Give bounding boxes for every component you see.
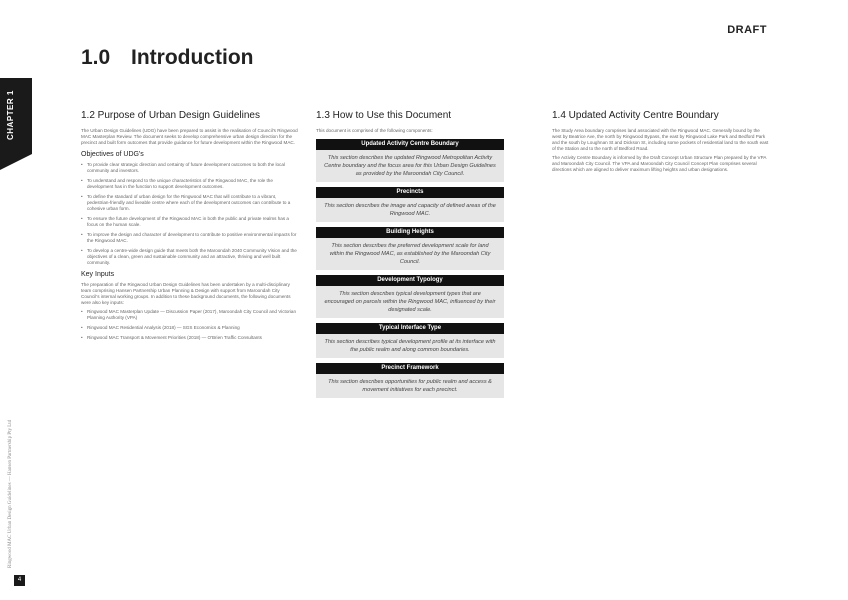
section-card-description: This section describes the updated Ringwood Metropolitan Activity Centre boundary and the focus area for this Urban Design Guidelines as provided by the Maroondah City Council. [316,150,504,182]
key-input-item: • Ringwood MAC Masterplan Update — Discussion Paper (2017), Maroondah City Council and Victorian Planning Authority (VPA) [81,309,299,321]
section-card-description: This section describes typical development profile at its interface with the public realm and along common boundaries. [316,334,504,358]
vertical-footer-text: Ringwood MAC Urban Design Guidelines — Hansen Partnership Pty Ltd [8,419,13,568]
section-card-interface-type [316,323,504,358]
section-card-title: Precinct Framework [316,363,504,374]
section-card-description: This section describes the image and capacity of defined areas of the Ringwood MAC. [316,198,504,222]
boundary-paragraph: The Study Area boundary comprises land associated with the Ringwood MAC. Generally bound by the west by Beatrice Ave, the north by Ringwood Bypass, the east by Ringwood Lake Park and Bedford Park and the south by Loughnan St and Dickson St, including some pockets of residential land to the south east of the Station and to the north of Bedford Road. [552,128,769,151]
section-card-precinct-framework [316,363,504,398]
section-card-description: This section describes the preferred development scale for land within the Ringwood MAC, as established by the Maroondah City Council. [316,238,504,270]
objective-item: • To develop a centre-wide design guide that meets both the Maroondah 2040 Community Vision and the objectives of a clean, green and sustainable community and an attractive, thriving and well built community. [81,248,299,266]
boundary-heading: 1.4 Updated Activity Centre Boundary [552,110,719,121]
section-card-building-heights [316,227,504,270]
how-to-use-intro: This document is comprised of the following components: [316,128,433,133]
title-text: Introduction [131,46,254,69]
key-inputs-heading: Key Inputs [81,271,115,278]
section-card-title: Development Typology [316,275,504,286]
draft-label: DRAFT [727,24,767,36]
purpose-intro: The Urban Design Guidelines (UDG) have been prepared to assist in the realisation of Council's Ringwood MAC Masterplan Review. The document seeks to develop comprehensive urban design direction for the precinct and built form outcomes that provide guidance for future development within the Ringwood MAC. [81,128,298,145]
key-input-item: • Ringwood MAC Transport & Movement Priorities (2018) — O'Brien Traffic Consultants [81,335,299,341]
how-to-use-heading: 1.3 How to Use this Document [316,110,452,121]
objective-item: • To define the standard of urban design for the Ringwood MAC that will contribute to a vibrant, pedestrian-friendly and liveable centre where each of the development outcomes can contribute to a cohesive urban form. [81,194,299,212]
key-inputs-list [81,309,299,341]
purpose-heading: 1.2 Purpose of Urban Design Guidelines [81,110,260,121]
chapter-label: CHAPTER 1 [6,90,15,140]
purpose-column [81,110,299,345]
objectives-heading: Objectives of UDG's [81,151,144,158]
boundary-paragraph: The Activity Centre Boundary is informed by the Draft Concept Urban Structure Plan prepared by the VPA and Maroondah City Council. The VPA and Maroondah City Council Concept Plan comprises several directions which are aligned to deliver maximum lifting heights and urban designations. [552,155,767,172]
title-number: 1.0 [81,46,111,69]
objective-item: • To understand and respond to the unique characteristics of the Ringwood MAC, the role the development has in the function to support development outcomes. [81,178,299,190]
section-card-title: Typical Interface Type [316,323,504,334]
boundary-column [552,110,770,176]
objective-item: • To ensure the future development of the Ringwood MAC in both the public and private realms has a focus on the human scale. [81,216,299,228]
section-card-title: Updated Activity Centre Boundary [316,139,504,150]
how-to-use-column [316,110,504,398]
key-inputs-intro: The preparation of the Ringwood Urban Design Guidelines has been undertaken by a multi-disciplinary team comprising Hansen Partnership Urban Planning & Design with support from Maroondah City Council's internal working groups. In addition to these background documents, the following documents were also key inputs: [81,282,291,305]
section-card-title: Building Heights [316,227,504,238]
page-title [81,46,253,70]
objectives-list [81,162,299,266]
section-card-description: This section describes opportunities for public realm and access & movement initiatives for each precinct. [316,374,504,398]
section-card-boundary [316,139,504,182]
key-input-item: • Ringwood MAC Residential Analysis (2018) — SGS Economics & Planning [81,325,299,331]
chapter-tab [0,78,32,154]
objective-item: • To improve the design and character of development to contribute to positive environmental impacts for the Ringwood MAC. [81,232,299,244]
section-card-title: Precincts [316,187,504,198]
page-number: 4 [14,575,25,586]
section-card-precincts [316,187,504,222]
section-card-development-typology [316,275,504,318]
objective-item: • To provide clear strategic direction and certainty of future development outcomes to both the local community and investors. [81,162,299,174]
section-card-description: This section describes typical development types that are encouraged on parcels within the Ringwood MAC, influenced by their designated scale. [316,286,504,318]
